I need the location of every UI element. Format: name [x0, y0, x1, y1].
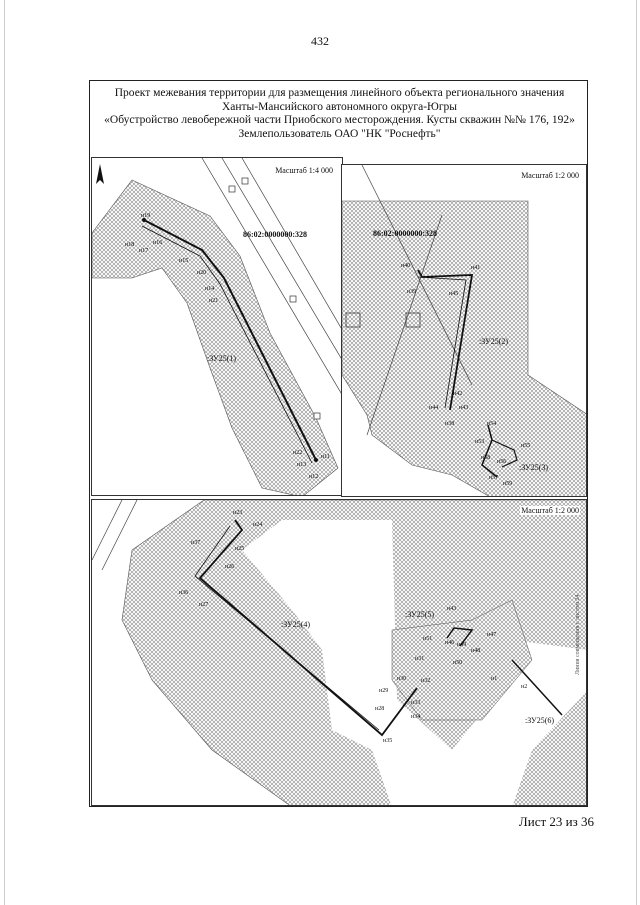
map-panel-1 [91, 157, 343, 496]
point-label: н37 [191, 540, 201, 546]
point-label: н46 [445, 640, 455, 646]
point-label: н28 [375, 706, 385, 712]
structure-marker [290, 296, 296, 302]
map-2-canvas [342, 165, 587, 497]
scale-label: Масштаб 1:2 000 [521, 506, 579, 515]
structure-marker [229, 186, 235, 192]
structure-marker [314, 413, 320, 419]
point-label: н47 [487, 632, 497, 638]
point-label: н23 [233, 510, 243, 516]
point-label: н57 [489, 475, 499, 481]
north-arrow-icon [96, 164, 104, 184]
point-label: н22 [293, 450, 303, 456]
point-label: н1 [491, 676, 498, 682]
point-label: н44 [429, 405, 439, 411]
point-label: н15 [179, 258, 189, 264]
point-label: н35 [383, 738, 393, 744]
cadastral-number: 86:02:0000000:328 [373, 229, 437, 238]
point-label: н55 [521, 443, 531, 449]
scan-edge-left [4, 0, 5, 905]
point-label: н20 [197, 270, 207, 276]
point-label: н42 [453, 391, 463, 397]
title-line-1: Проект межевания территории для размещения линейного объекта регионального значения [114, 87, 565, 99]
map-panel-3 [91, 499, 587, 806]
point-label: н49 [457, 642, 467, 648]
road-line [92, 500, 122, 560]
point-label: н59 [503, 481, 513, 487]
point-label: н12 [309, 474, 319, 480]
point-label: н41 [471, 265, 481, 271]
boundary-point [314, 458, 318, 462]
point-label: н11 [321, 454, 330, 460]
point-label: н38 [445, 421, 455, 427]
plot-label: :ЗУ25(4) [281, 620, 311, 629]
title-block [90, 87, 589, 141]
structure-marker [242, 178, 248, 184]
sheet-label: Лист 23 из 36 [518, 814, 594, 829]
point-label: н21 [209, 298, 219, 304]
territory-area [92, 180, 338, 496]
point-label: н18 [125, 242, 135, 248]
plot-label: :ЗУ25(1) [207, 354, 237, 363]
point-label: н53 [475, 439, 485, 445]
point-label: н45 [449, 291, 459, 297]
point-label: н31 [415, 656, 425, 662]
plot-label: :ЗУ25(3) [519, 463, 549, 472]
point-label: н24 [253, 522, 263, 528]
side-note: Линия совмещения с листом 24 [575, 594, 581, 675]
plot-label: :ЗУ25(6) [525, 716, 555, 725]
point-label: н36 [179, 590, 189, 596]
point-label: н16 [153, 240, 163, 246]
point-label: н34 [411, 714, 421, 720]
point-label: н29 [379, 688, 389, 694]
scale-label: Масштаб 1:2 000 [521, 171, 579, 180]
point-label: н32 [421, 678, 431, 684]
title-line-2: Ханты-Мансийского автономного округа-Югры [221, 100, 458, 113]
point-label: н50 [453, 660, 463, 666]
point-label: н39 [407, 289, 417, 295]
point-label: н43 [447, 606, 457, 612]
point-label: н2 [521, 684, 528, 690]
cadastral-number: 86:02:0000000:328 [243, 230, 307, 239]
point-label: н13 [297, 462, 307, 468]
point-label: н48 [471, 648, 481, 654]
point-label: н56 [497, 459, 507, 465]
scan-edge-right [636, 0, 637, 905]
point-label: н33 [411, 700, 421, 706]
point-label: н51 [423, 636, 433, 642]
map-3-canvas [92, 500, 587, 806]
point-label: н19 [141, 213, 151, 219]
scale-label: Масштаб 1:4 000 [275, 166, 333, 175]
point-label: н40 [401, 263, 411, 269]
point-label: н30 [397, 676, 407, 682]
plot-label: :ЗУ25(5) [405, 610, 435, 619]
map-panel-2 [341, 164, 587, 497]
point-label: н25 [235, 546, 245, 552]
point-label: н54 [487, 421, 497, 427]
map-1-canvas [92, 158, 343, 496]
point-label: н58 [481, 455, 491, 461]
point-label: н43 [459, 405, 469, 411]
title-line-4: Землепользователь ОАО "НК "Роснефть" [238, 127, 441, 140]
point-label: н27 [199, 602, 209, 608]
title-line-3: «Обустройство левобережной части Приобского месторождения. Кусты скважин №№ 176, 192» [104, 114, 575, 126]
point-label: н17 [139, 248, 149, 254]
point-label: н26 [225, 564, 235, 570]
plot-label: :ЗУ25(2) [479, 337, 509, 346]
point-label: н14 [205, 286, 215, 292]
page-number: 432 [311, 34, 329, 48]
